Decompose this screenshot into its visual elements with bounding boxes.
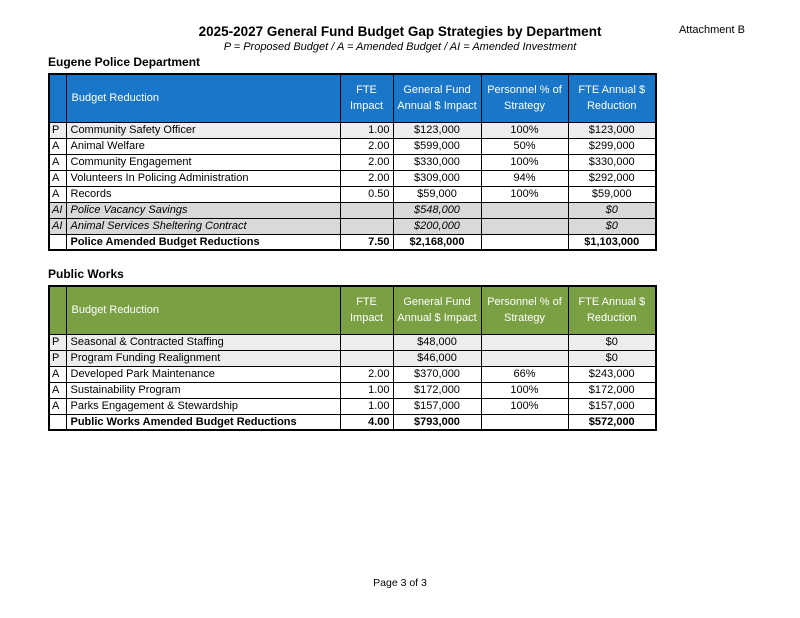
fte-impact-header: FTE Impact [340,74,393,122]
row-type-cell [49,414,66,430]
annual-impact-header: General Fund Annual $ Impact [393,74,481,122]
row-type-cell: P [49,350,66,366]
fte-impact-cell: 2.00 [340,154,393,170]
fte-reduction-cell: $59,000 [568,186,656,202]
annual-impact-cell: $2,168,000 [393,234,481,250]
row-type-cell: A [49,170,66,186]
row-type-cell: A [49,366,66,382]
budget-reduction-cell: Records [66,186,340,202]
personnel-pct-cell [481,350,568,366]
public-works-table [48,285,657,431]
header-row [49,74,656,122]
fte-impact-cell [340,218,393,234]
fte-impact-cell: 2.00 [340,170,393,186]
table-row [49,122,656,138]
personnel-pct-cell [481,202,568,218]
personnel-pct-cell: 94% [481,170,568,186]
row-type-cell: A [49,138,66,154]
budget-reduction-cell: Police Vacancy Savings [66,202,340,218]
personnel-pct-cell: 100% [481,154,568,170]
budget-reduction-cell: Animal Welfare [66,138,340,154]
table-row [49,350,656,366]
fte-impact-cell: 7.50 [340,234,393,250]
row-type-header [49,286,66,334]
fte-reduction-cell: $0 [568,218,656,234]
personnel-pct-cell [481,218,568,234]
budget-reduction-header: Budget Reduction [66,74,340,122]
fte-reduction-cell: $292,000 [568,170,656,186]
fte-impact-cell: 4.00 [340,414,393,430]
table-row [49,366,656,382]
legend-subtitle: P = Proposed Budget / A = Amended Budget / AI = Amended Investment [223,41,577,53]
fte-reduction-cell: $157,000 [568,398,656,414]
fte-impact-cell [340,334,393,350]
fte-reduction-cell: $0 [568,350,656,366]
fte-impact-cell: 1.00 [340,382,393,398]
fte-reduction-cell: $1,103,000 [568,234,656,250]
fte-reduction-cell: $299,000 [568,138,656,154]
fte-reduction-cell: $0 [568,334,656,350]
fte-impact-cell: 2.00 [340,366,393,382]
budget-reduction-cell: Community Safety Officer [66,122,340,138]
table-row [49,334,656,350]
row-type-cell: A [49,398,66,414]
personnel-pct-cell [481,414,568,430]
police-table [48,73,657,251]
personnel-pct-cell: 66% [481,366,568,382]
fte-impact-cell [340,202,393,218]
table-row [49,186,656,202]
police-heading: Eugene Police Department [48,55,201,69]
fte-reduction-cell: $123,000 [568,122,656,138]
public-works-heading: Public Works [48,267,124,281]
annual-impact-cell: $123,000 [393,122,481,138]
annual-impact-cell: $309,000 [393,170,481,186]
fte-reduction-cell: $243,000 [568,366,656,382]
annual-impact-cell: $172,000 [393,382,481,398]
budget-reduction-cell: Community Engagement [66,154,340,170]
budget-reduction-cell: Program Funding Realignment [66,350,340,366]
annual-impact-cell: $793,000 [393,414,481,430]
fte-impact-cell [340,350,393,366]
table-row [49,414,656,430]
budget-reduction-cell: Volunteers In Policing Administration [66,170,340,186]
fte-impact-cell: 0.50 [340,186,393,202]
row-type-cell: A [49,186,66,202]
annual-impact-cell: $370,000 [393,366,481,382]
budget-reduction-cell: Public Works Amended Budget Reductions [66,414,340,430]
personnel-pct-cell [481,234,568,250]
row-type-cell: AI [49,218,66,234]
budget-reduction-cell: Seasonal & Contracted Staffing [66,334,340,350]
table-row [49,202,656,218]
police-section [48,55,657,251]
personnel-pct-cell [481,334,568,350]
row-type-cell: A [49,154,66,170]
fte-reduction-cell: $0 [568,202,656,218]
fte-reduction-header: FTE Annual $ Reduction [568,74,656,122]
annual-impact-cell: $548,000 [393,202,481,218]
table-row [49,154,656,170]
table-row [49,218,656,234]
annual-impact-cell: $599,000 [393,138,481,154]
page-title: 2025-2027 General Fund Budget Gap Strategies by Department [198,24,602,39]
budget-reduction-cell: Sustainability Program [66,382,340,398]
header-row [49,286,656,334]
row-type-cell: P [49,334,66,350]
annual-impact-header: General Fund Annual $ Impact [393,286,481,334]
annual-impact-cell: $48,000 [393,334,481,350]
annual-impact-cell: $59,000 [393,186,481,202]
table-row [49,234,656,250]
table-row [49,382,656,398]
fte-impact-cell: 2.00 [340,138,393,154]
annual-impact-cell: $157,000 [393,398,481,414]
personnel-pct-header: Personnel % of Strategy [481,74,568,122]
annual-impact-cell: $330,000 [393,154,481,170]
public-works-section [48,267,657,431]
row-type-header [49,74,66,122]
budget-reduction-cell: Developed Park Maintenance [66,366,340,382]
table-row [49,170,656,186]
fte-impact-header: FTE Impact [340,286,393,334]
personnel-pct-cell: 100% [481,398,568,414]
budget-reduction-cell: Animal Services Sheltering Contract [66,218,340,234]
budget-reduction-cell: Parks Engagement & Stewardship [66,398,340,414]
fte-impact-cell: 1.00 [340,398,393,414]
personnel-pct-cell: 100% [481,382,568,398]
table-row [49,138,656,154]
budget-reduction-header: Budget Reduction [66,286,340,334]
annual-impact-cell: $46,000 [393,350,481,366]
personnel-pct-cell: 100% [481,186,568,202]
row-type-cell: P [49,122,66,138]
table-row [49,398,656,414]
annual-impact-cell: $200,000 [393,218,481,234]
fte-reduction-cell: $172,000 [568,382,656,398]
attachment-label: Attachment B [678,24,745,36]
page-number: Page 3 of 3 [373,577,427,589]
row-type-cell [49,234,66,250]
fte-reduction-cell: $330,000 [568,154,656,170]
row-type-cell: A [49,382,66,398]
personnel-pct-cell: 100% [481,122,568,138]
budget-reduction-cell: Police Amended Budget Reductions [66,234,340,250]
row-type-cell: AI [49,202,66,218]
personnel-pct-header: Personnel % of Strategy [481,286,568,334]
personnel-pct-cell: 50% [481,138,568,154]
fte-reduction-header: FTE Annual $ Reduction [568,286,656,334]
fte-impact-cell: 1.00 [340,122,393,138]
fte-reduction-cell: $572,000 [568,414,656,430]
